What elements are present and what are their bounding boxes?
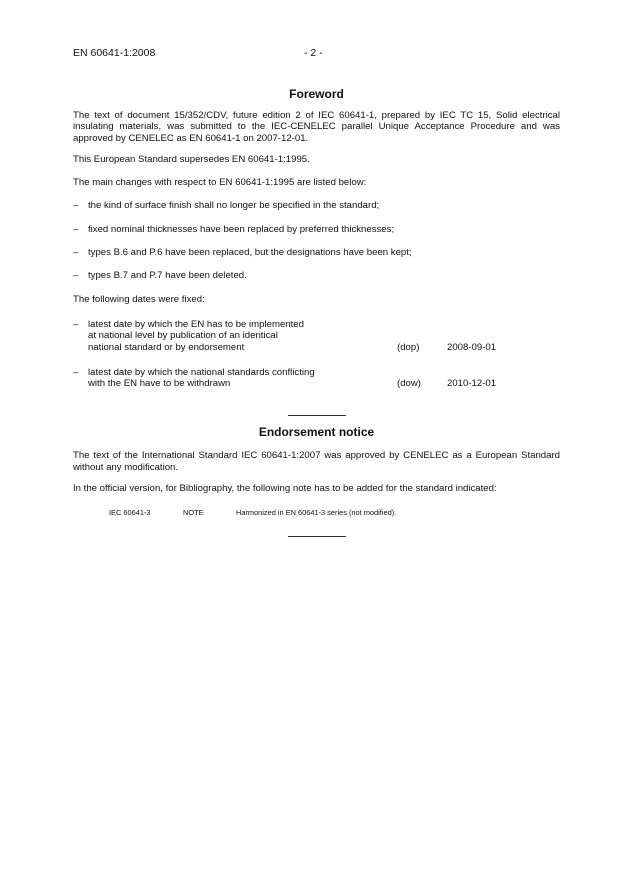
header-page-number: - 2 - — [304, 47, 323, 59]
dash-marker: – — [73, 200, 79, 212]
endorsement-title: Endorsement notice — [258, 425, 375, 440]
date-item-description — [88, 319, 388, 353]
dates-intro: The following dates were fixed: — [73, 293, 205, 305]
change-item-text: fixed nominal thicknesses have been replaced by preferred thicknesses; — [88, 223, 395, 235]
page-content — [73, 86, 560, 537]
date-item-line: with the EN have to be withdrawn — [88, 378, 231, 390]
date-item-line: national standard or by endorsement — [88, 341, 245, 353]
foreword-para-3: The main changes with respect to EN 60641-1:1995 are listed below: — [73, 177, 367, 189]
endorsement-para-2: In the official version, for Bibliography, the following note has to be added for the standard indicated: — [73, 483, 497, 495]
dash-marker: – — [73, 318, 79, 330]
change-item — [73, 200, 560, 211]
date-code: (dow) — [397, 378, 421, 390]
header-doc-id: EN 60641-1:2008 — [73, 47, 156, 59]
date-code: (dop) — [397, 341, 420, 353]
change-item — [73, 224, 560, 235]
change-item — [73, 270, 560, 281]
date-item-dop — [73, 319, 560, 353]
section-divider — [288, 415, 346, 416]
dash-marker: – — [73, 247, 79, 259]
date-item-line: latest date by which the EN has to be implemented — [88, 318, 304, 330]
date-item-dow — [73, 367, 560, 390]
note-standard: IEC 60641-3 — [109, 508, 151, 518]
date-item-line: latest date by which the national standards conflicting — [88, 366, 315, 378]
endorsement-para-1: The text of the International Standard IEC 60641-1:2007 was approved by CENELEC as a European Standard without any modification. — [73, 450, 560, 473]
dash-marker: – — [73, 270, 79, 282]
foreword-para-1: The text of document 15/352/CDV, future edition 2 of IEC 60641-1, prepared by IEC TC 15, Solid electrical insulating materials, was submitted to the IEC-CENELEC parallel Unique Acceptance Procedure and was approved by CENELEC as EN 60641-1 on 2007-12-01. — [73, 110, 560, 144]
date-item-description — [88, 367, 388, 390]
date-value: 2008-09-01 — [447, 341, 497, 353]
dash-marker: – — [73, 366, 79, 378]
note-label: NOTE — [183, 508, 204, 518]
date-value: 2010-12-01 — [447, 378, 497, 390]
end-divider — [288, 536, 346, 537]
dash-marker: – — [73, 223, 79, 235]
change-item-text: types B.7 and P.7 have been deleted. — [88, 270, 247, 282]
change-item-text: types B.6 and P.6 have been replaced, but the designations have been kept; — [88, 247, 412, 259]
note-text: Harmonized in EN 60641-3 series (not modified). — [236, 508, 397, 518]
foreword-title: Foreword — [289, 87, 344, 101]
bibliography-note — [109, 507, 560, 518]
date-item-line: at national level by publication of an identical — [88, 330, 278, 342]
change-item — [73, 247, 560, 258]
change-item-text: the kind of surface finish shall no longer be specified in the standard; — [88, 200, 380, 212]
foreword-para-2: This European Standard supersedes EN 60641-1:1995. — [73, 153, 310, 165]
